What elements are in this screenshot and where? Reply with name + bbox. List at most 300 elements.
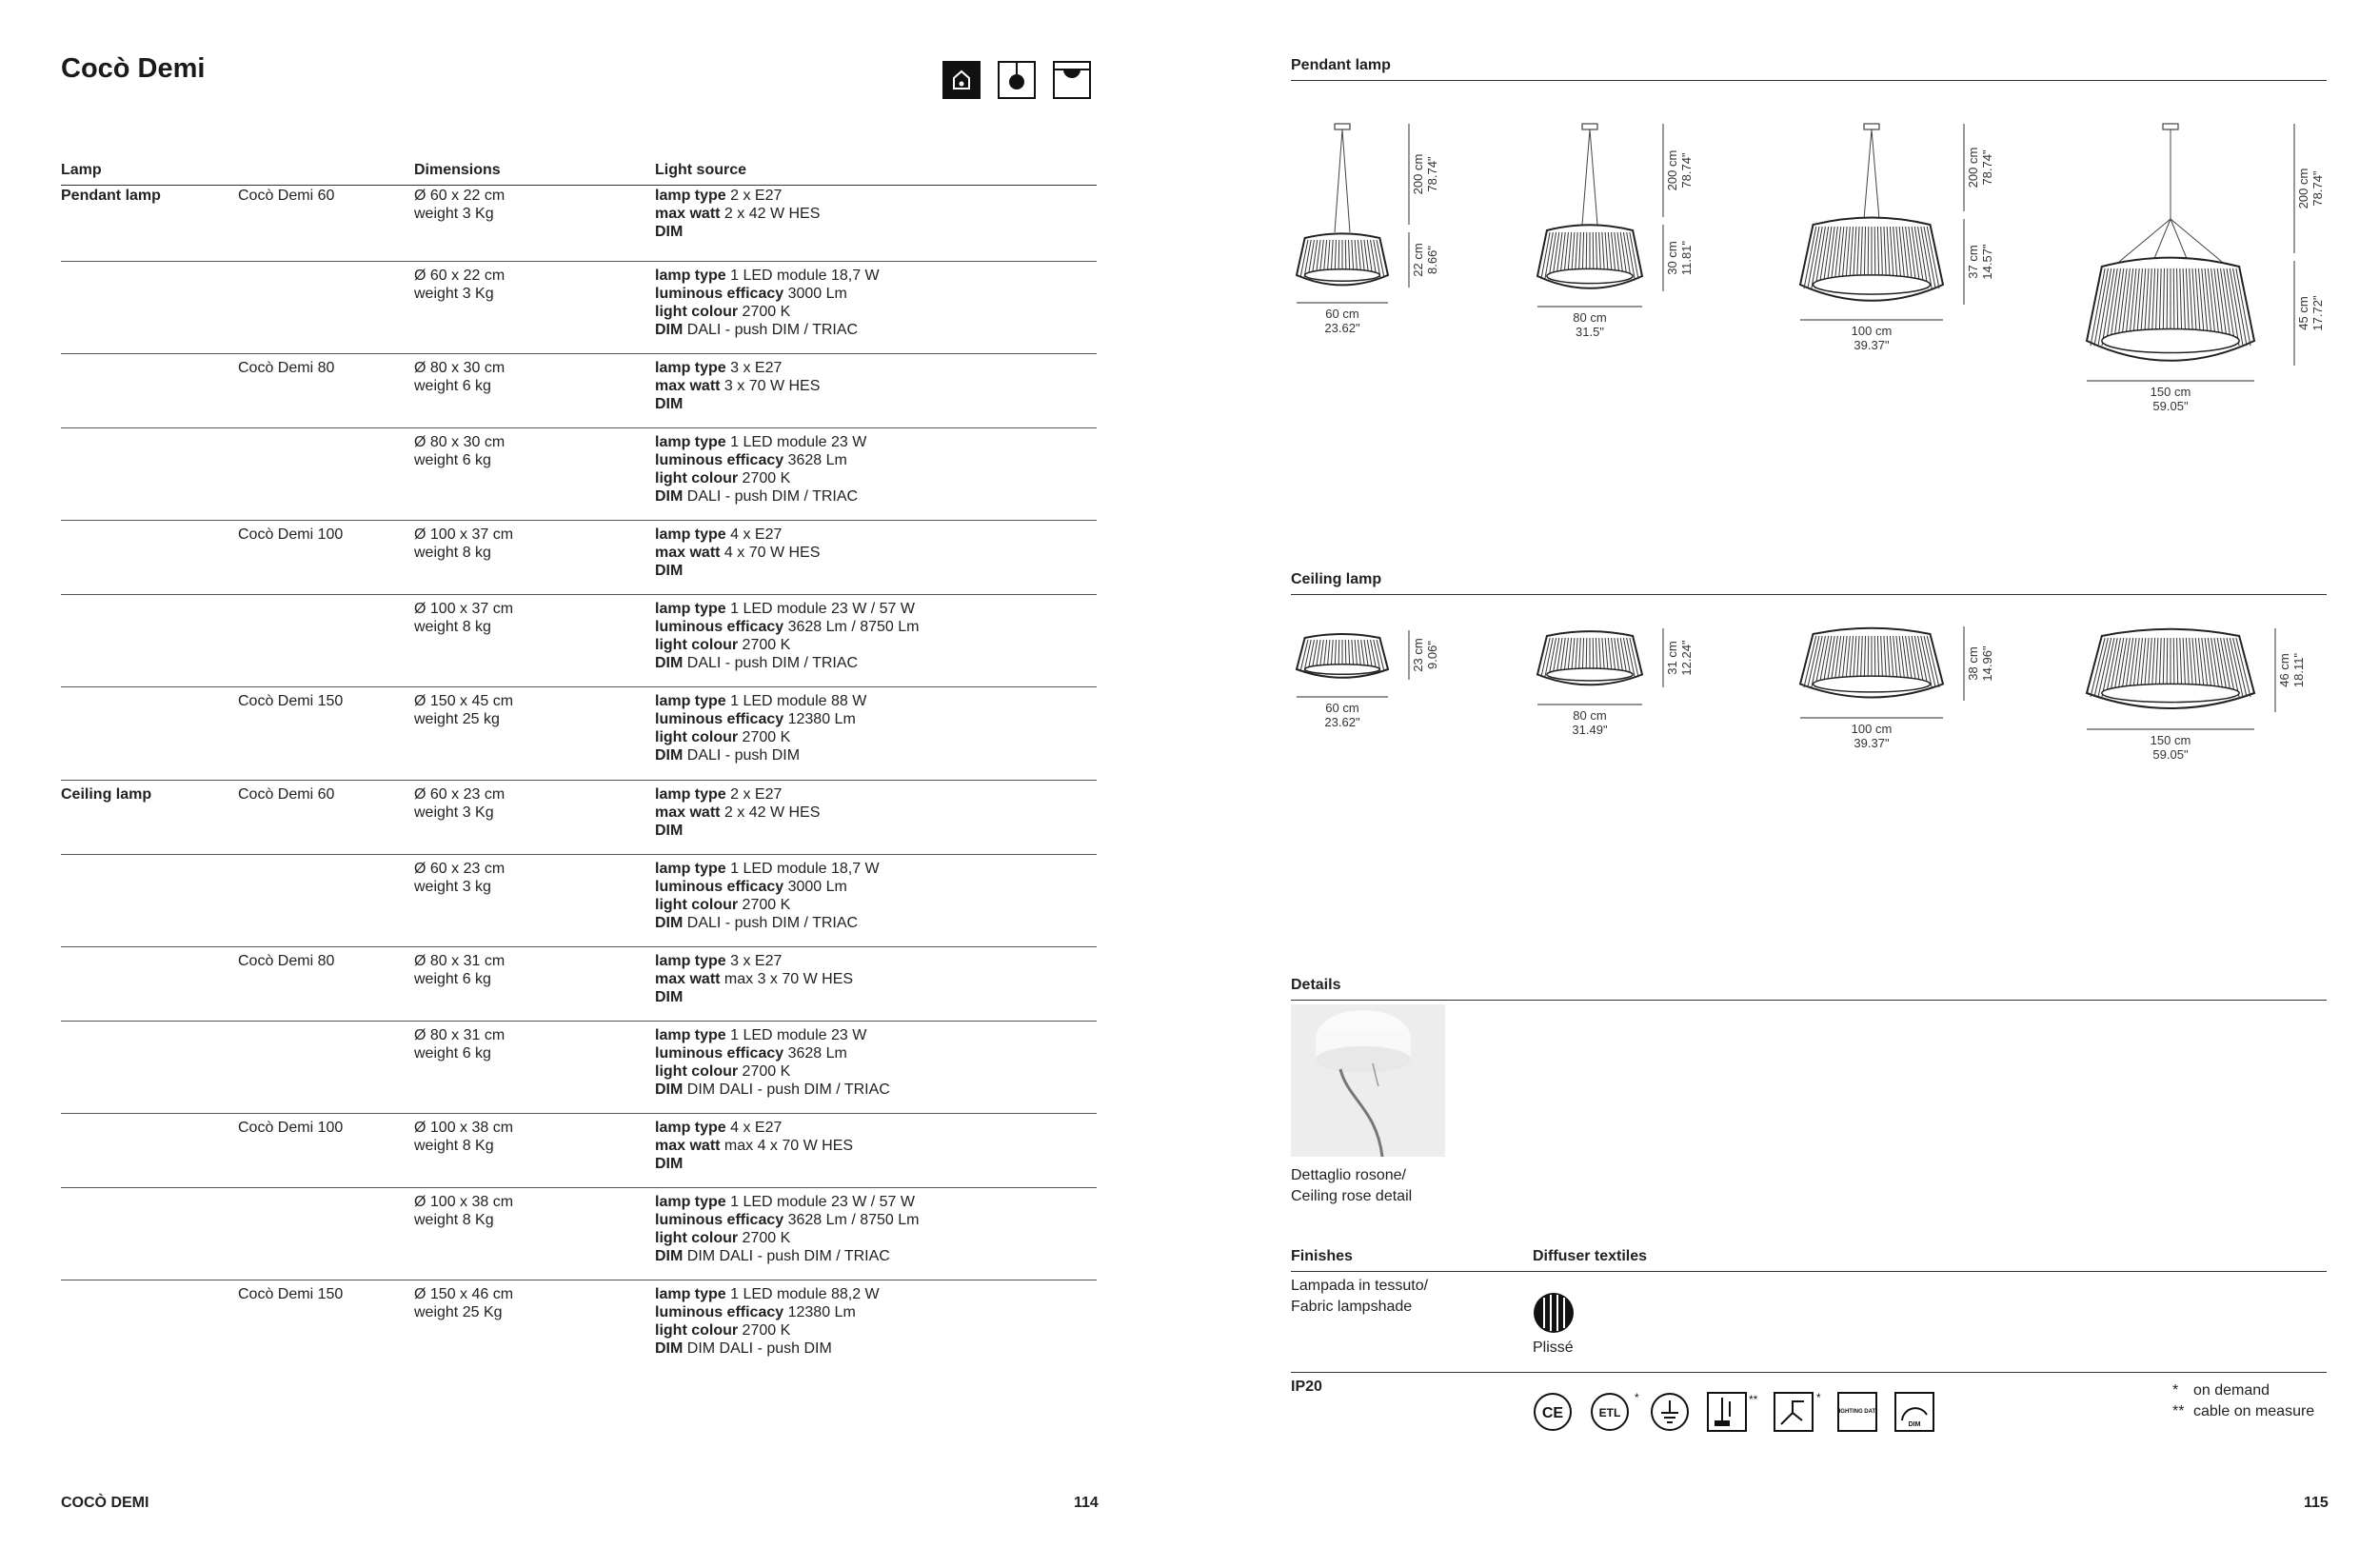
spec-row xyxy=(61,780,1097,839)
spec-label: luminous efficacy xyxy=(655,711,784,727)
indoor-home-icon xyxy=(942,61,981,99)
light-source-line xyxy=(655,487,866,506)
dimension-line: Ø 100 x 37 cm xyxy=(414,526,514,543)
pendant-lamp-drawing xyxy=(1800,124,1943,301)
height-label: 38 cm xyxy=(1966,646,1980,681)
spec-label: DIM xyxy=(655,1340,684,1357)
spec-label: max watt xyxy=(655,378,721,394)
spec-value: 2700 K xyxy=(738,1322,791,1339)
light-source-line xyxy=(655,187,820,205)
model-cell: Cocò Demi 80 xyxy=(238,953,335,969)
lamp-type-cell: Ceiling lamp xyxy=(61,786,152,803)
light-source-cell xyxy=(655,855,880,932)
height-label: 12.24" xyxy=(1679,640,1694,676)
spec-value: 4 x E27 xyxy=(725,526,783,543)
spec-label: lamp type xyxy=(655,786,726,803)
svg-text:LIGHTING DATA: LIGHTING DATA xyxy=(1837,1409,1877,1415)
page-number-right: 115 xyxy=(2304,1495,2329,1511)
adjustable-icon xyxy=(1774,1392,1821,1430)
spec-label: luminous efficacy xyxy=(655,1045,784,1062)
details-heading: Details xyxy=(1291,977,2327,1001)
light-source-line xyxy=(655,562,820,580)
width-label: 100 cm xyxy=(1851,324,1893,338)
height-label: 17.72" xyxy=(2310,295,2325,331)
dimensions-cell xyxy=(414,1280,513,1321)
light-source-line xyxy=(655,952,853,970)
spec-value: 2 x E27 xyxy=(725,188,783,204)
spec-label: max watt xyxy=(655,206,721,222)
dimensions-cell xyxy=(414,187,505,223)
spec-row xyxy=(61,854,1097,931)
dimension-line: Ø 80 x 30 cm xyxy=(414,434,506,450)
spec-value: 3628 Lm / 8750 Lm xyxy=(783,1212,920,1228)
dimension-line: weight 3 Kg xyxy=(414,804,494,821)
width-label: 60 cm xyxy=(1325,307,1359,321)
spec-row xyxy=(61,1021,1097,1098)
light-source-line xyxy=(655,1321,880,1340)
spec-value: 1 LED module 88,2 W xyxy=(725,1286,880,1302)
lampshade xyxy=(2087,629,2254,708)
spec-value: DALI - push DIM / TRIAC xyxy=(683,655,859,671)
spec-label: light colour xyxy=(655,729,739,745)
height-label: 14.57" xyxy=(1980,244,1994,280)
etl-mark-icon xyxy=(1590,1392,1639,1430)
light-source-line xyxy=(655,1119,853,1137)
height-label: 78.74" xyxy=(1980,149,1994,186)
spec-label: light colour xyxy=(655,304,739,320)
spec-label: lamp type xyxy=(655,1286,726,1302)
ceiling-rose-photo xyxy=(1291,1004,1445,1157)
footer-product-name: COCÒ DEMI xyxy=(61,1495,149,1511)
spec-row xyxy=(61,427,1097,505)
light-source-line xyxy=(655,896,880,914)
spec-value: 3628 Lm / 8750 Lm xyxy=(783,619,920,635)
ceiling-heading: Ceiling lamp xyxy=(1291,571,2327,595)
dimension-line: weight 3 kg xyxy=(414,879,491,895)
width-label: 23.62" xyxy=(1324,715,1360,729)
dimensions-cell xyxy=(414,1114,513,1155)
light-source-line xyxy=(655,1285,880,1303)
spec-row xyxy=(61,594,1097,671)
spec-row xyxy=(61,946,1097,1005)
spec-value: DIM DALI - push DIM / TRIAC xyxy=(683,1248,890,1264)
light-source-line xyxy=(655,544,820,562)
spec-value: DALI - push DIM xyxy=(683,747,801,764)
lampshade xyxy=(1537,631,1642,685)
spec-label: DIM xyxy=(655,396,684,412)
spec-label: light colour xyxy=(655,637,739,653)
dimension-line: weight 8 Kg xyxy=(414,1138,494,1154)
ceiling-rose xyxy=(1582,124,1597,129)
dimension-line: weight 8 kg xyxy=(414,619,491,635)
dimension-line: Ø 80 x 31 cm xyxy=(414,1027,506,1043)
dimension-line: Ø 100 x 38 cm xyxy=(414,1194,514,1210)
height-label: 78.74" xyxy=(2310,170,2325,207)
lighting-data-icon xyxy=(1837,1392,1875,1430)
height-label: 31 cm xyxy=(1665,641,1679,675)
notes xyxy=(2172,1380,2314,1422)
spec-label: luminous efficacy xyxy=(655,452,784,468)
light-source-line xyxy=(655,1044,890,1062)
spec-value: 3 x E27 xyxy=(725,360,783,376)
dimension-line: weight 8 kg xyxy=(414,545,491,561)
width-label: 59.05" xyxy=(2152,399,2189,413)
ip-divider xyxy=(1291,1372,2327,1373)
light-source-line xyxy=(655,728,866,746)
light-source-cell xyxy=(655,1188,919,1265)
header-light-source: Light source xyxy=(655,162,747,178)
dimensions-cell xyxy=(414,262,505,303)
light-source-line xyxy=(655,395,820,413)
spec-value: 12380 Lm xyxy=(783,711,856,727)
plisse-swatch xyxy=(1533,1292,1575,1339)
lamp-type-cell: Pendant lamp xyxy=(61,188,161,204)
pendant-heading: Pendant lamp xyxy=(1291,57,2327,81)
spec-label: lamp type xyxy=(655,861,726,877)
note-cable-on-measure: ** cable on measure xyxy=(2172,1403,2315,1419)
spec-label: max watt xyxy=(655,804,721,821)
dimension-line: Ø 150 x 45 cm xyxy=(414,693,514,709)
spec-value: 2700 K xyxy=(738,304,791,320)
svg-text:**: ** xyxy=(1749,1393,1758,1406)
spec-value: 2700 K xyxy=(738,897,791,913)
ceiling-drawings xyxy=(1291,619,2327,790)
spec-label: max watt xyxy=(655,545,721,561)
light-source-line xyxy=(655,636,919,654)
spec-table-header xyxy=(61,160,1097,186)
light-source-line xyxy=(655,1211,919,1229)
lampshade xyxy=(2087,258,2254,361)
spec-label: lamp type xyxy=(655,268,726,284)
spec-label: light colour xyxy=(655,897,739,913)
dimensions-cell xyxy=(414,595,513,636)
width-label: 150 cm xyxy=(2150,733,2191,747)
light-source-line xyxy=(655,359,820,377)
light-source-line xyxy=(655,267,880,285)
light-source-line xyxy=(655,878,880,896)
ceiling-lamp-drawing xyxy=(1800,628,1943,698)
spec-row xyxy=(61,1113,1097,1172)
spec-value: 2 x 42 W HES xyxy=(720,804,821,821)
light-source-line xyxy=(655,746,866,764)
spec-label: DIM xyxy=(655,823,684,839)
svg-text:CE: CE xyxy=(1541,1405,1564,1421)
spec-label: lamp type xyxy=(655,188,726,204)
light-source-line xyxy=(655,223,820,241)
light-source-cell xyxy=(655,187,820,241)
light-source-line xyxy=(655,285,880,303)
light-source-line xyxy=(655,1303,880,1321)
plisse-swatch-icon xyxy=(1533,1292,1575,1334)
spec-row xyxy=(61,1187,1097,1264)
dimensions-cell xyxy=(414,1022,505,1062)
dimension-line: weight 25 Kg xyxy=(414,1304,503,1320)
spec-value: 12380 Lm xyxy=(783,1304,856,1320)
lampshade xyxy=(1297,634,1388,678)
spec-value: DALI - push DIM / TRIAC xyxy=(683,915,859,931)
light-source-line xyxy=(655,822,820,840)
spec-value: 2700 K xyxy=(738,1230,791,1246)
spec-label: max watt xyxy=(655,1138,721,1154)
dimension-line: Ø 100 x 38 cm xyxy=(414,1120,514,1136)
light-source-line xyxy=(655,618,919,636)
model-cell: Cocò Demi 80 xyxy=(238,360,335,376)
spec-label: lamp type xyxy=(655,601,726,617)
dimension-line: weight 25 kg xyxy=(414,711,500,727)
dimension-line: weight 6 kg xyxy=(414,971,491,987)
light-source-line xyxy=(655,692,866,710)
height-label: 37 cm xyxy=(1966,245,1980,279)
light-source-line xyxy=(655,1062,890,1081)
width-label: 31.5" xyxy=(1576,325,1604,339)
spec-label: DIM xyxy=(655,655,684,671)
spec-label: DIM xyxy=(655,1156,684,1172)
spec-label: light colour xyxy=(655,1063,739,1080)
usage-icons xyxy=(942,61,1091,99)
ce-mark-icon xyxy=(1533,1392,1571,1430)
light-source-line xyxy=(655,451,866,469)
height-label: 200 cm xyxy=(1966,147,1980,189)
light-source-line xyxy=(655,804,820,822)
spec-value: 3628 Lm xyxy=(783,452,847,468)
light-source-line xyxy=(655,1247,919,1265)
spec-value: DIM DALI - push DIM / TRIAC xyxy=(683,1082,890,1098)
height-label: 14.96" xyxy=(1980,645,1994,682)
light-source-line xyxy=(655,205,820,223)
height-label: 46 cm xyxy=(2277,653,2291,687)
light-source-line xyxy=(655,914,880,932)
dimension-line: Ø 100 x 37 cm xyxy=(414,601,514,617)
height-label: 200 cm xyxy=(1411,153,1425,195)
model-cell: Cocò Demi 60 xyxy=(238,786,335,803)
spec-row xyxy=(61,686,1097,764)
model-cell: Cocò Demi 60 xyxy=(238,188,335,204)
width-label: 39.37" xyxy=(1854,338,1890,352)
dimensions-cell xyxy=(414,947,505,988)
spec-label: DIM xyxy=(655,322,684,338)
light-source-line xyxy=(655,710,866,728)
spec-value: 3 x 70 W HES xyxy=(720,378,821,394)
dimension-line: Ø 60 x 22 cm xyxy=(414,268,506,284)
height-label: 78.74" xyxy=(1425,156,1439,192)
dimensions-cell xyxy=(414,354,505,395)
earth-ground-icon xyxy=(1650,1392,1688,1430)
spec-label: DIM xyxy=(655,915,684,931)
header-lamp: Lamp xyxy=(61,162,102,178)
lampshade xyxy=(1297,233,1388,285)
diffuser-heading: Diffuser textiles xyxy=(1533,1248,1648,1264)
light-source-line xyxy=(655,303,880,321)
light-source-line xyxy=(655,988,853,1006)
light-source-line xyxy=(655,1340,880,1358)
spec-label: DIM xyxy=(655,1248,684,1264)
spec-value: max 4 x 70 W HES xyxy=(720,1138,854,1154)
spec-label: lamp type xyxy=(655,1194,726,1210)
spec-row xyxy=(61,520,1097,579)
pendant-drawings xyxy=(1291,114,2327,419)
light-source-line xyxy=(655,1137,853,1155)
dimensions-cell xyxy=(414,521,513,562)
spec-label: DIM xyxy=(655,488,684,505)
spec-label: luminous efficacy xyxy=(655,879,784,895)
pendant-mount-icon xyxy=(998,61,1036,99)
spec-label: light colour xyxy=(655,1230,739,1246)
light-source-cell xyxy=(655,595,919,672)
spec-label: lamp type xyxy=(655,693,726,709)
spec-label: max watt xyxy=(655,971,721,987)
light-source-cell xyxy=(655,354,820,413)
light-source-line xyxy=(655,600,919,618)
spec-value: 3000 Lm xyxy=(783,286,847,302)
height-label: 200 cm xyxy=(1665,149,1679,191)
svg-text:DIM: DIM xyxy=(1908,1421,1921,1428)
width-label: 60 cm xyxy=(1325,701,1359,715)
spec-value: 3000 Lm xyxy=(783,879,847,895)
height-label: 11.81" xyxy=(1679,240,1694,276)
spec-label: lamp type xyxy=(655,360,726,376)
light-source-line xyxy=(655,1026,890,1044)
light-source-line xyxy=(655,1229,919,1247)
dimension-line: weight 8 Kg xyxy=(414,1212,494,1228)
light-source-line xyxy=(655,785,820,804)
spec-value: 2 x E27 xyxy=(725,786,783,803)
light-source-line xyxy=(655,970,853,988)
dimensions-cell xyxy=(414,428,505,469)
dimensions-cell xyxy=(414,855,505,896)
spec-label: DIM xyxy=(655,563,684,579)
height-label: 9.06" xyxy=(1425,641,1439,669)
width-label: 23.62" xyxy=(1324,321,1360,335)
light-source-line xyxy=(655,860,880,878)
header-dimensions: Dimensions xyxy=(414,162,501,178)
width-label: 80 cm xyxy=(1573,310,1607,325)
dimension-line: Ø 80 x 31 cm xyxy=(414,953,506,969)
spec-value: 1 LED module 18,7 W xyxy=(725,268,880,284)
model-cell: Cocò Demi 150 xyxy=(238,693,344,709)
spec-value: 3 x E27 xyxy=(725,953,783,969)
spec-label: luminous efficacy xyxy=(655,1304,784,1320)
light-source-line xyxy=(655,469,866,487)
svg-text:*: * xyxy=(1635,1392,1639,1404)
details-caption: Dettaglio rosone/ Ceiling rose detail xyxy=(1291,1167,1413,1204)
spec-value: 1 LED module 23 W xyxy=(725,434,867,450)
plisse-label: Plissé xyxy=(1533,1340,1574,1356)
dimension-line: weight 3 Kg xyxy=(414,206,494,222)
ceiling-mount-icon xyxy=(1053,61,1091,99)
light-source-cell xyxy=(655,262,880,339)
light-source-cell xyxy=(655,428,866,506)
light-source-cell xyxy=(655,687,866,764)
spec-label: lamp type xyxy=(655,526,726,543)
model-cell: Cocò Demi 100 xyxy=(238,526,344,543)
spec-value: 2700 K xyxy=(738,637,791,653)
dimension-line: weight 3 Kg xyxy=(414,286,494,302)
spec-value: DIM DALI - push DIM xyxy=(683,1340,832,1357)
width-label: 150 cm xyxy=(2150,385,2191,399)
spec-label: DIM xyxy=(655,989,684,1005)
pendant-lamp-drawing xyxy=(2087,124,2254,361)
spec-value: 4 x E27 xyxy=(725,1120,783,1136)
spec-value: 2700 K xyxy=(738,470,791,486)
height-label: 30 cm xyxy=(1665,241,1679,275)
spec-value: 1 LED module 23 W / 57 W xyxy=(725,1194,915,1210)
spec-label: luminous efficacy xyxy=(655,286,784,302)
ip-rating: IP20 xyxy=(1291,1379,1322,1395)
pendant-lamp-drawing xyxy=(1297,124,1388,285)
cable-length-icon xyxy=(1707,1392,1758,1430)
svg-text:ETL: ETL xyxy=(1598,1406,1621,1419)
finishes-heading: Finishes Diffuser textiles xyxy=(1291,1248,2327,1272)
lampshade xyxy=(1800,628,1943,698)
light-source-cell xyxy=(655,947,853,1006)
height-label: 23 cm xyxy=(1411,638,1425,672)
spec-row xyxy=(61,353,1097,412)
model-cell: Cocò Demi 150 xyxy=(238,1286,344,1302)
ceiling-rose xyxy=(2163,124,2178,129)
spec-value: max 3 x 70 W HES xyxy=(720,971,854,987)
spec-value: 1 LED module 18,7 W xyxy=(725,861,880,877)
light-source-cell xyxy=(655,1280,880,1358)
dimension-line: weight 6 kg xyxy=(414,378,491,394)
ceiling-rose xyxy=(1864,124,1879,129)
spec-value: DALI - push DIM / TRIAC xyxy=(683,488,859,505)
height-label: 200 cm xyxy=(2296,168,2310,209)
spec-label: lamp type xyxy=(655,953,726,969)
light-source-cell xyxy=(655,781,820,840)
dimension-line: Ø 80 x 30 cm xyxy=(414,360,506,376)
spec-row xyxy=(61,261,1097,338)
svg-text:*: * xyxy=(1816,1392,1821,1404)
model-cell: Cocò Demi 100 xyxy=(238,1120,344,1136)
note-on-demand: * on demand xyxy=(2172,1382,2270,1399)
dimension-line: weight 6 kg xyxy=(414,1045,491,1062)
page-number-left: 114 xyxy=(1074,1495,1099,1511)
light-source-line xyxy=(655,321,880,339)
height-label: 22 cm xyxy=(1411,243,1425,277)
page-title: Cocò Demi xyxy=(61,53,206,84)
lampshade xyxy=(1537,225,1642,288)
width-label: 39.37" xyxy=(1854,736,1890,750)
width-label: 59.05" xyxy=(2152,747,2189,762)
light-source-cell xyxy=(655,1022,890,1099)
light-source-line xyxy=(655,1193,919,1211)
dimensions-cell xyxy=(414,687,513,728)
spec-label: lamp type xyxy=(655,1027,726,1043)
light-source-cell xyxy=(655,521,820,580)
ceiling-rose-image xyxy=(1291,1004,1445,1157)
spec-label: DIM xyxy=(655,224,684,240)
ceiling-lamp-drawing xyxy=(1297,634,1388,678)
spec-value: 4 x 70 W HES xyxy=(720,545,821,561)
light-source-line xyxy=(655,1081,890,1099)
spec-label: light colour xyxy=(655,470,739,486)
spec-label: light colour xyxy=(655,1322,739,1339)
dimensions-cell xyxy=(414,781,505,822)
light-source-line xyxy=(655,654,919,672)
spec-value: 2700 K xyxy=(738,729,791,745)
ceiling-lamp-drawing xyxy=(2087,629,2254,708)
finishes-text: Lampada in tessuto/ Fabric lampshade xyxy=(1291,1278,1429,1315)
light-source-line xyxy=(655,433,866,451)
dimensions-cell xyxy=(414,1188,513,1229)
height-label: 8.66" xyxy=(1425,246,1439,274)
light-source-line xyxy=(655,1155,853,1173)
spec-value: 2700 K xyxy=(738,1063,791,1080)
height-label: 45 cm xyxy=(2296,296,2310,330)
ceiling-rose xyxy=(1335,124,1350,129)
spec-value: 1 LED module 23 W xyxy=(725,1027,867,1043)
width-label: 80 cm xyxy=(1573,708,1607,723)
